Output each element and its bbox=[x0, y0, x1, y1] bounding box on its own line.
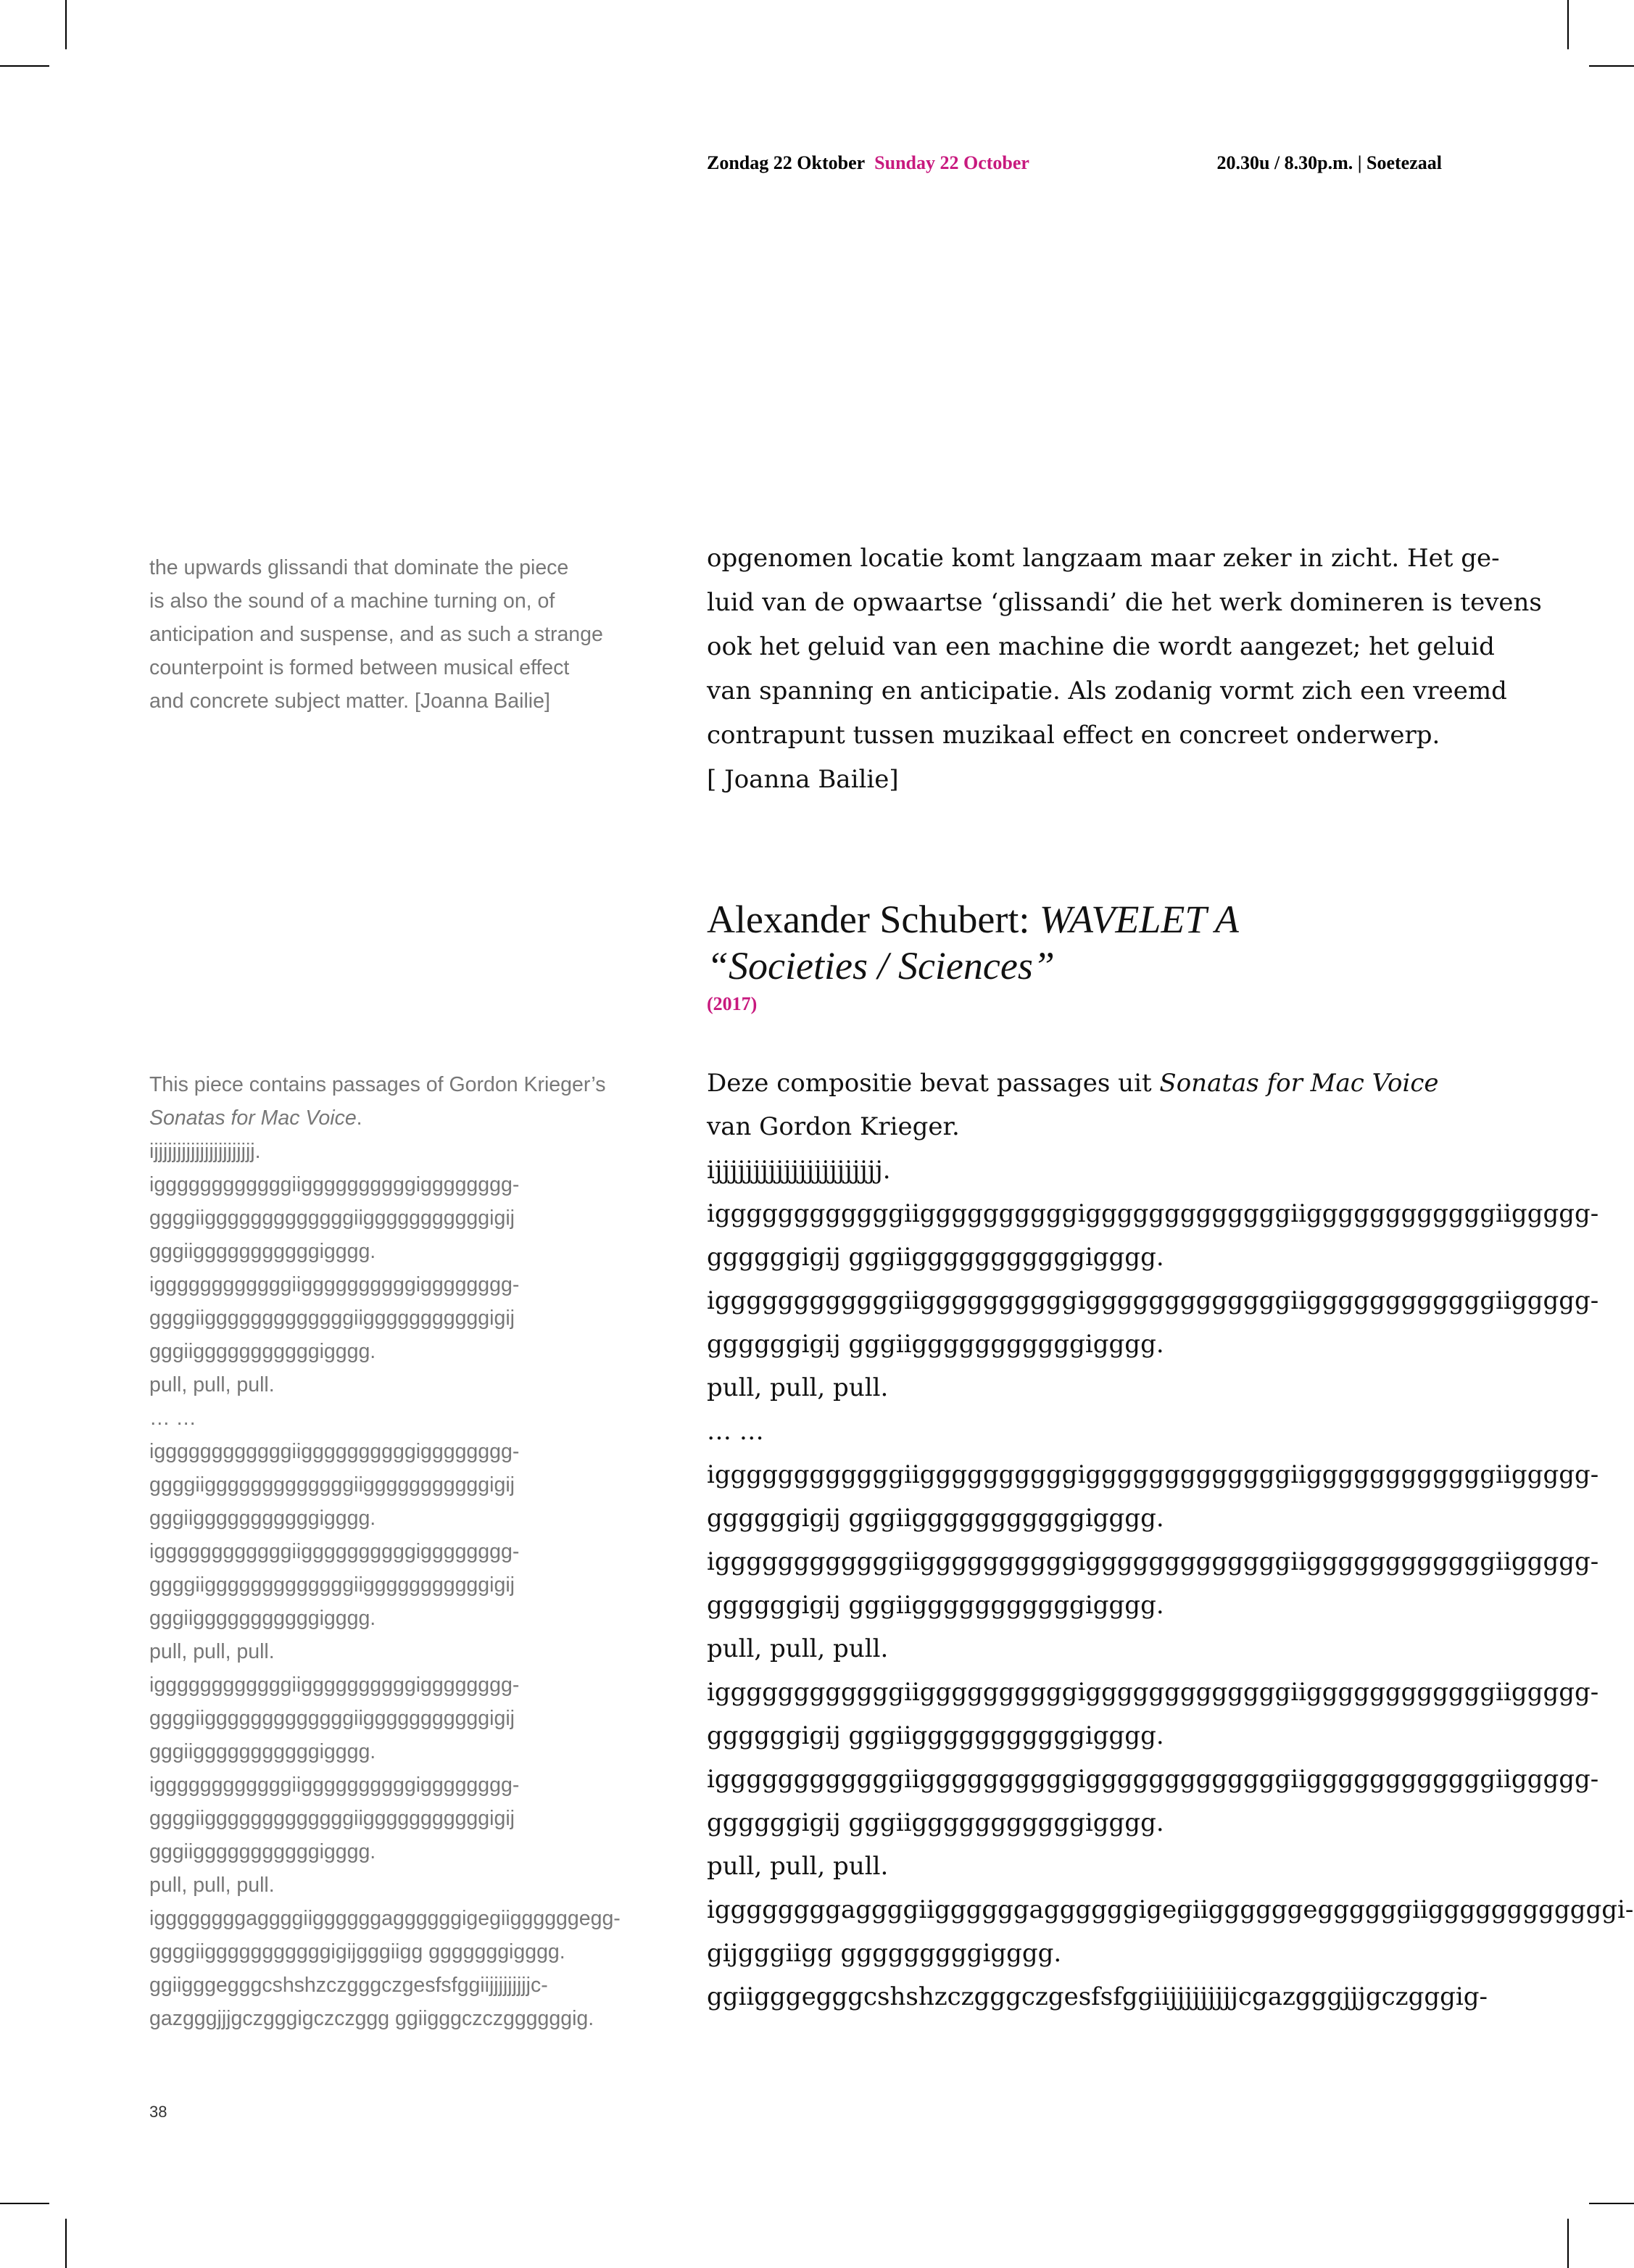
dutch-text-line: luid van de opwaartse ‘glissandi’ die het werk domineren is tevens bbox=[707, 588, 1542, 617]
english-text-line: iggggggggggggiiggggggggggigggggggg- bbox=[149, 1540, 520, 1563]
english-text-line: the upwards glissandi that dominate the piece bbox=[149, 556, 569, 579]
english-text-line: … … bbox=[149, 1407, 196, 1430]
dutch-text-line: van spanning en anticipatie. Als zodanig vormt zich een vreemd bbox=[707, 676, 1507, 705]
dutch-text-line: ggiigggegggcshshzczgggczgesfsfggiijjjjjjjjjcgazgggjjjgczgggig- bbox=[707, 1982, 1488, 2011]
header-date-nl: Zondag 22 Oktober bbox=[707, 152, 866, 173]
english-text-line: pull, pull, pull. bbox=[149, 1640, 275, 1663]
english-text-line: iggggggggggggiiggggggggggigggggggg- bbox=[149, 1173, 520, 1196]
english-text-line: ggiigggegggcshshzczgggczgesfsfggiijjjjjjjjjc- bbox=[149, 1974, 548, 1997]
english-text-line: gggiigggggggggggigggg. bbox=[149, 1607, 376, 1630]
english-text-line: pull, pull, pull. bbox=[149, 1373, 275, 1396]
english-text-line: gggiigggggggggggigggg. bbox=[149, 1740, 376, 1763]
dutch-text-line: … … bbox=[707, 1417, 764, 1446]
composer-name: Alexander Schubert: bbox=[707, 898, 1040, 941]
work-subtitle: “Societies / Sciences” bbox=[707, 944, 1055, 988]
dutch-intro: Deze compositie bevat passages uit Sonatas for Mac Voice bbox=[707, 1069, 1439, 1098]
dutch-text-line: ggggggigij gggiigggggggggggigggg. bbox=[707, 1591, 1164, 1620]
dutch-text-line: iggggggggaggggiiggggggaggggggigegiiggggggeggggggiiggggggggggggi- bbox=[707, 1895, 1634, 1924]
dutch-text-line: pull, pull, pull. bbox=[707, 1852, 889, 1881]
english-text-line: ggggiigggggggggggigijgggiigg gggggggigggg. bbox=[149, 1940, 565, 1963]
english-text-line: iggggggggaggggiiggggggaggggggigegiiggggggegg- bbox=[149, 1907, 621, 1930]
piece-year: (2017) bbox=[707, 993, 758, 1014]
dutch-text-line: ggggggigij gggiigggggggggggigggg. bbox=[707, 1721, 1164, 1750]
crop-mark-bottom-right-h bbox=[1589, 2203, 1634, 2204]
crop-mark-bottom-left-h bbox=[0, 2203, 49, 2204]
dutch-text-line: iggggggggggggiiggggggggggigggggggggggggiiggggggggggggiiggggg- bbox=[707, 1765, 1599, 1794]
dutch-text-block-1 bbox=[707, 537, 1542, 802]
english-text-line: anticipation and suspense, and as such a strange bbox=[149, 623, 603, 646]
crop-mark-bottom-right-v bbox=[1567, 2219, 1569, 2268]
english-text-line: gggiigggggggggggigggg. bbox=[149, 1840, 376, 1863]
dutch-text-line: opgenomen locatie komt langzaam maar zeker in zicht. Het ge- bbox=[707, 544, 1500, 573]
english-text-line: pull, pull, pull. bbox=[149, 1874, 275, 1897]
english-text-line: gggiigggggggggggigggg. bbox=[149, 1240, 376, 1263]
dutch-text-line: [ Joanna Bailie] bbox=[707, 765, 899, 794]
dutch-text-line: ijjjjjjjjjjjjjjjjjjjjjj. bbox=[707, 1156, 891, 1185]
english-text-line: gggiigggggggggggigggg. bbox=[149, 1340, 376, 1363]
dutch-text-line: iggggggggggggiiggggggggggigggggggggggggiiggggggggggggiiggggg- bbox=[707, 1460, 1599, 1489]
dutch-text-line: ook het geluid van een machine die wordt aangezet; het geluid bbox=[707, 632, 1495, 661]
dutch-text-line: iggggggggggggiiggggggggggigggggggggggggiiggggggggggggiiggggg- bbox=[707, 1199, 1599, 1228]
crop-mark-top-left-v bbox=[65, 0, 67, 49]
dutch-text-line: ggggggigij gggiigggggggggggigggg. bbox=[707, 1808, 1164, 1837]
english-intro-italic: Sonatas for Mac Voice. bbox=[149, 1106, 362, 1130]
piece-title bbox=[707, 896, 1239, 989]
dutch-text-line: iggggggggggggiiggggggggggigggggggggggggiiggggggggggggiiggggg- bbox=[707, 1678, 1599, 1707]
dutch-text-line: ggggggigij gggiigggggggggggigggg. bbox=[707, 1243, 1164, 1272]
english-text-line: and concrete subject matter. [Joanna Bailie] bbox=[149, 690, 550, 713]
english-text-line: ggggiigggggggggggggiigggggggggggigij bbox=[149, 1707, 515, 1730]
crop-mark-top-left-h bbox=[0, 65, 49, 67]
dutch-text-line: ggggggigij gggiigggggggggggigggg. bbox=[707, 1504, 1164, 1533]
english-text-line: ggggiigggggggggggggiigggggggggggigij bbox=[149, 1807, 515, 1830]
dutch-text-line: iggggggggggggiiggggggggggigggggggggggggiiggggggggggggiiggggg- bbox=[707, 1286, 1599, 1315]
english-text-line: iggggggggggggiiggggggggggigggggggg- bbox=[149, 1673, 520, 1697]
english-text-line: gggiigggggggggggigggg. bbox=[149, 1507, 376, 1530]
crop-mark-top-right-h bbox=[1589, 65, 1634, 67]
header-date-en: Sunday 22 October bbox=[874, 152, 1029, 173]
dutch-text-line: gijgggiigg gggggggggigggg. bbox=[707, 1939, 1062, 1968]
page-number: 38 bbox=[149, 2103, 167, 2121]
dutch-text-block-2 bbox=[707, 1061, 1634, 2019]
dutch-text-line: ggggggigij gggiigggggggggggigggg. bbox=[707, 1330, 1164, 1359]
english-text-line: ggggiigggggggggggggiigggggggggggigij bbox=[149, 1307, 515, 1330]
dutch-text-line: pull, pull, pull. bbox=[707, 1634, 889, 1663]
english-text-line: ijjjjjjjjjjjjjjjjjjjjjj. bbox=[149, 1140, 261, 1163]
dutch-text-line: pull, pull, pull. bbox=[707, 1373, 889, 1402]
english-text-line: ggggiigggggggggggggiigggggggggggigij bbox=[149, 1573, 515, 1597]
english-text-line: counterpoint is formed between musical effect bbox=[149, 656, 570, 679]
english-text-line: ggggiigggggggggggggiigggggggggggigij bbox=[149, 1207, 515, 1230]
english-text-line: iggggggggggggiiggggggggggigggggggg- bbox=[149, 1273, 520, 1296]
english-text-line: gazgggjjjgczgggigczczggg ggiigggczczggggggig. bbox=[149, 2007, 594, 2030]
crop-mark-bottom-left-v bbox=[65, 2219, 67, 2268]
dutch-text-line: iggggggggggggiiggggggggggigggggggggggggiiggggggggggggiiggggg- bbox=[707, 1547, 1599, 1576]
running-header bbox=[707, 152, 1029, 174]
dutch-intro-line2: van Gordon Krieger. bbox=[707, 1112, 960, 1141]
dutch-text-line: contrapunt tussen muzikaal effect en concreet onderwerp. bbox=[707, 721, 1440, 750]
english-text-block-1 bbox=[149, 551, 657, 718]
english-text-block-2 bbox=[149, 1068, 657, 2035]
english-text-line: iggggggggggggiiggggggggggigggggggg- bbox=[149, 1774, 520, 1797]
work-title: WAVELET A bbox=[1039, 898, 1239, 941]
english-text-line: iggggggggggggiiggggggggggigggggggg- bbox=[149, 1440, 520, 1463]
header-time-venue: 20.30u / 8.30p.m. | Soetezaal bbox=[1216, 152, 1442, 173]
english-text-line: ggggiigggggggggggggiigggggggggggigij bbox=[149, 1473, 515, 1497]
crop-mark-top-right-v bbox=[1567, 0, 1569, 49]
english-intro: This piece contains passages of Gordon Krieger’s bbox=[149, 1073, 606, 1096]
english-text-line: is also the sound of a machine turning on, of bbox=[149, 589, 555, 613]
